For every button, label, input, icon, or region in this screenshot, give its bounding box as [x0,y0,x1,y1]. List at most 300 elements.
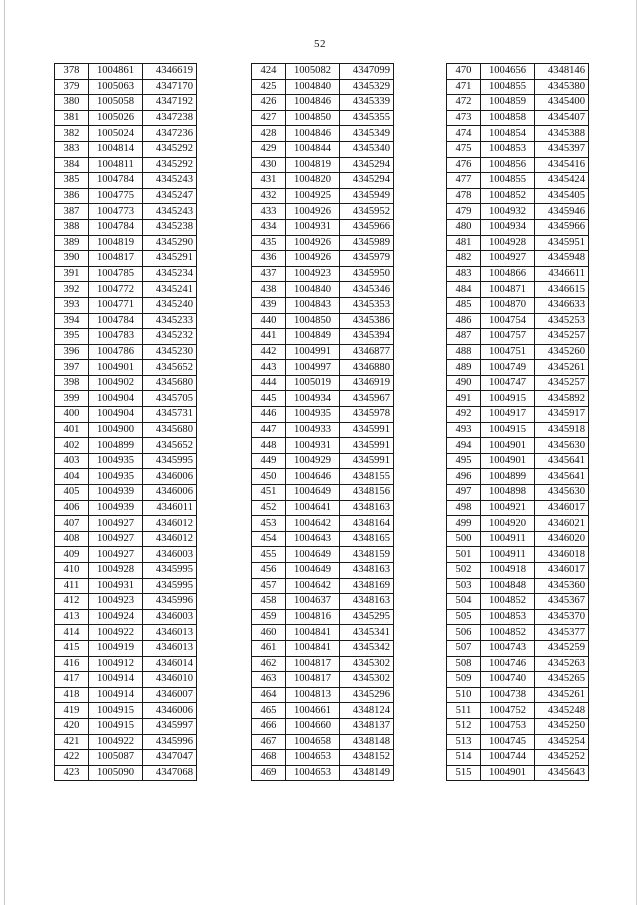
table-row [447,407,589,423]
point-number-cell: 443 [252,360,286,376]
point-number-cell: 413 [55,609,89,625]
point-number-cell: 464 [252,687,286,703]
point-number-cell: 382 [55,126,89,142]
y-coordinate-cell: 4345355 [340,110,394,126]
table-row [447,469,589,485]
y-coordinate-cell: 4345995 [143,563,197,579]
table-row [252,204,394,220]
table-row [252,750,394,766]
point-number-cell: 387 [55,204,89,220]
x-coordinate-cell: 1004846 [286,95,340,111]
x-coordinate-cell: 1004814 [89,141,143,157]
y-coordinate-cell: 4345302 [340,656,394,672]
y-coordinate-cell: 4346017 [535,500,589,516]
y-coordinate-cell: 4345259 [535,640,589,656]
x-coordinate-cell: 1004901 [481,453,535,469]
point-number-cell: 489 [447,360,481,376]
y-coordinate-cell: 4345260 [535,344,589,360]
x-coordinate-cell: 1004997 [286,360,340,376]
point-number-cell: 501 [447,547,481,563]
table-row [55,453,197,469]
y-coordinate-cell: 4345705 [143,391,197,407]
table-row [447,173,589,189]
table-row [252,329,394,345]
x-coordinate-cell: 1004931 [286,438,340,454]
x-coordinate-cell: 1004921 [481,500,535,516]
y-coordinate-cell: 4345296 [340,687,394,703]
table-row [252,313,394,329]
point-number-cell: 450 [252,469,286,485]
table-row [447,594,589,610]
point-number-cell: 492 [447,407,481,423]
table-row [252,157,394,173]
y-coordinate-cell: 4347099 [340,64,394,80]
y-coordinate-cell: 4345238 [143,219,197,235]
page-number: 52 [314,38,326,50]
y-coordinate-cell: 4348149 [340,765,394,781]
point-number-cell: 405 [55,485,89,501]
y-coordinate-cell: 4347236 [143,126,197,142]
y-coordinate-cell: 4345416 [535,157,589,173]
table-row [252,64,394,80]
point-number-cell: 457 [252,578,286,594]
x-coordinate-cell: 1004784 [89,219,143,235]
point-number-cell: 475 [447,141,481,157]
point-number-cell: 396 [55,344,89,360]
table-row [55,547,197,563]
table-row [55,609,197,625]
point-number-cell: 437 [252,266,286,282]
y-coordinate-cell: 4345989 [340,235,394,251]
y-coordinate-cell: 4345405 [535,188,589,204]
table-row [55,282,197,298]
x-coordinate-cell: 1004817 [286,672,340,688]
x-coordinate-cell: 1004856 [481,157,535,173]
point-number-cell: 410 [55,563,89,579]
x-coordinate-cell: 1004751 [481,344,535,360]
point-number-cell: 493 [447,422,481,438]
y-coordinate-cell: 4348155 [340,469,394,485]
y-coordinate-cell: 4348165 [340,531,394,547]
x-coordinate-cell: 1004653 [286,750,340,766]
point-number-cell: 504 [447,594,481,610]
point-number-cell: 390 [55,251,89,267]
scan-edge-right [636,0,637,905]
point-number-cell: 386 [55,188,89,204]
y-coordinate-cell: 4346006 [143,469,197,485]
x-coordinate-cell: 1004852 [481,594,535,610]
x-coordinate-cell: 1004923 [89,594,143,610]
x-coordinate-cell: 1004915 [481,422,535,438]
y-coordinate-cell: 4347170 [143,79,197,95]
point-number-cell: 425 [252,79,286,95]
x-coordinate-cell: 1004784 [89,173,143,189]
y-coordinate-cell: 4346006 [143,703,197,719]
point-number-cell: 471 [447,79,481,95]
x-coordinate-cell: 1004931 [89,578,143,594]
y-coordinate-cell: 4346021 [535,516,589,532]
point-number-cell: 452 [252,500,286,516]
table-row [55,485,197,501]
y-coordinate-cell: 4345652 [143,438,197,454]
x-coordinate-cell: 1004642 [286,578,340,594]
y-coordinate-cell: 4345979 [340,251,394,267]
table-row [55,422,197,438]
y-coordinate-cell: 4346018 [535,547,589,563]
point-number-cell: 421 [55,734,89,750]
y-coordinate-cell: 4345680 [143,375,197,391]
table-row [447,64,589,80]
coordinates-table-1 [54,63,197,781]
point-number-cell: 460 [252,625,286,641]
point-number-cell: 383 [55,141,89,157]
x-coordinate-cell: 1004817 [286,656,340,672]
table-row [55,141,197,157]
x-coordinate-cell: 1004914 [89,687,143,703]
y-coordinate-cell: 4345643 [535,765,589,781]
x-coordinate-cell: 1004740 [481,672,535,688]
x-coordinate-cell: 1004926 [286,251,340,267]
table-row [55,95,197,111]
point-number-cell: 412 [55,594,89,610]
point-number-cell: 442 [252,344,286,360]
y-coordinate-cell: 4345966 [535,219,589,235]
point-number-cell: 445 [252,391,286,407]
x-coordinate-cell: 1004935 [89,453,143,469]
x-coordinate-cell: 1005090 [89,765,143,781]
table-row [252,594,394,610]
y-coordinate-cell: 4345966 [340,219,394,235]
x-coordinate-cell: 1005087 [89,750,143,766]
table-row [447,204,589,220]
y-coordinate-cell: 4345996 [143,594,197,610]
y-coordinate-cell: 4345263 [535,656,589,672]
y-coordinate-cell: 4345680 [143,422,197,438]
table-row [447,718,589,734]
point-number-cell: 378 [55,64,89,80]
point-number-cell: 416 [55,656,89,672]
point-number-cell: 407 [55,516,89,532]
y-coordinate-cell: 4345991 [340,438,394,454]
x-coordinate-cell: 1004927 [481,251,535,267]
x-coordinate-cell: 1004858 [481,110,535,126]
point-number-cell: 513 [447,734,481,750]
x-coordinate-cell: 1004850 [286,313,340,329]
x-coordinate-cell: 1004914 [89,672,143,688]
x-coordinate-cell: 1004853 [481,609,535,625]
y-coordinate-cell: 4345254 [535,734,589,750]
y-coordinate-cell: 4345329 [340,79,394,95]
x-coordinate-cell: 1004901 [481,765,535,781]
x-coordinate-cell: 1004899 [89,438,143,454]
y-coordinate-cell: 4345233 [143,313,197,329]
point-number-cell: 436 [252,251,286,267]
y-coordinate-cell: 4346014 [143,656,197,672]
point-number-cell: 419 [55,703,89,719]
table-row [252,235,394,251]
x-coordinate-cell: 1004850 [286,110,340,126]
table-row [55,313,197,329]
table-row [447,609,589,625]
x-coordinate-cell: 1004917 [481,407,535,423]
y-coordinate-cell: 4345234 [143,266,197,282]
table-row [447,750,589,766]
x-coordinate-cell: 1004919 [89,640,143,656]
y-coordinate-cell: 4346003 [143,547,197,563]
y-coordinate-cell: 4346877 [340,344,394,360]
x-coordinate-cell: 1004746 [481,656,535,672]
x-coordinate-cell: 1004840 [286,282,340,298]
point-number-cell: 423 [55,765,89,781]
y-coordinate-cell: 4345241 [143,282,197,298]
table-row [252,391,394,407]
point-number-cell: 491 [447,391,481,407]
x-coordinate-cell: 1005026 [89,110,143,126]
table-row [447,656,589,672]
point-number-cell: 465 [252,703,286,719]
table-row [55,734,197,750]
x-coordinate-cell: 1004853 [481,141,535,157]
table-row [252,563,394,579]
table-row [55,750,197,766]
y-coordinate-cell: 4345377 [535,625,589,641]
table-row [252,531,394,547]
point-number-cell: 440 [252,313,286,329]
table-row [447,329,589,345]
point-number-cell: 418 [55,687,89,703]
table-row [252,126,394,142]
point-number-cell: 394 [55,313,89,329]
point-number-cell: 397 [55,360,89,376]
y-coordinate-cell: 4346010 [143,672,197,688]
y-coordinate-cell: 4345630 [535,438,589,454]
x-coordinate-cell: 1004927 [89,547,143,563]
table-row [55,188,197,204]
table-row [447,547,589,563]
y-coordinate-cell: 4345948 [535,251,589,267]
y-coordinate-cell: 4345250 [535,718,589,734]
point-number-cell: 481 [447,235,481,251]
point-number-cell: 381 [55,110,89,126]
point-number-cell: 441 [252,329,286,345]
point-number-cell: 428 [252,126,286,142]
y-coordinate-cell: 4347068 [143,765,197,781]
point-number-cell: 406 [55,500,89,516]
table-row [55,251,197,267]
table-row [252,500,394,516]
x-coordinate-cell: 1004844 [286,141,340,157]
table-row [55,656,197,672]
y-coordinate-cell: 4348169 [340,578,394,594]
scan-edge-left [4,0,5,905]
point-number-cell: 420 [55,718,89,734]
x-coordinate-cell: 1004932 [481,204,535,220]
x-coordinate-cell: 1004785 [89,266,143,282]
x-coordinate-cell: 1004819 [286,157,340,173]
x-coordinate-cell: 1004642 [286,516,340,532]
point-number-cell: 385 [55,173,89,189]
x-coordinate-cell: 1004753 [481,718,535,734]
y-coordinate-cell: 4345407 [535,110,589,126]
point-number-cell: 393 [55,297,89,313]
point-number-cell: 488 [447,344,481,360]
point-number-cell: 408 [55,531,89,547]
point-number-cell: 487 [447,329,481,345]
x-coordinate-cell: 1004848 [481,578,535,594]
point-number-cell: 427 [252,110,286,126]
y-coordinate-cell: 4345257 [535,375,589,391]
x-coordinate-cell: 1004898 [481,485,535,501]
table-row [447,516,589,532]
x-coordinate-cell: 1004738 [481,687,535,703]
table-row [55,375,197,391]
point-number-cell: 503 [447,578,481,594]
table-row [252,219,394,235]
x-coordinate-cell: 1004749 [481,360,535,376]
x-coordinate-cell: 1004939 [89,485,143,501]
point-number-cell: 453 [252,516,286,532]
table-row [55,578,197,594]
x-coordinate-cell: 1004641 [286,500,340,516]
point-number-cell: 498 [447,500,481,516]
y-coordinate-cell: 4345247 [143,188,197,204]
table-row [55,500,197,516]
table-row [55,173,197,189]
table-row [252,703,394,719]
point-number-cell: 448 [252,438,286,454]
point-number-cell: 455 [252,547,286,563]
table-row [252,640,394,656]
table-row [252,672,394,688]
x-coordinate-cell: 1004901 [89,360,143,376]
y-coordinate-cell: 4345397 [535,141,589,157]
point-number-cell: 482 [447,251,481,267]
table-row [252,687,394,703]
point-number-cell: 494 [447,438,481,454]
x-coordinate-cell: 1004745 [481,734,535,750]
x-coordinate-cell: 1004773 [89,204,143,220]
y-coordinate-cell: 4348148 [340,734,394,750]
x-coordinate-cell: 1004870 [481,297,535,313]
table-row [447,126,589,142]
y-coordinate-cell: 4348124 [340,703,394,719]
point-number-cell: 414 [55,625,89,641]
y-coordinate-cell: 4345946 [535,204,589,220]
table-row [55,157,197,173]
x-coordinate-cell: 1004939 [89,500,143,516]
y-coordinate-cell: 4345400 [535,95,589,111]
x-coordinate-cell: 1004915 [89,718,143,734]
point-number-cell: 430 [252,157,286,173]
table-row [447,375,589,391]
y-coordinate-cell: 4345291 [143,251,197,267]
point-number-cell: 433 [252,204,286,220]
point-number-cell: 417 [55,672,89,688]
point-number-cell: 470 [447,64,481,80]
y-coordinate-cell: 4346017 [535,563,589,579]
x-coordinate-cell: 1004935 [89,469,143,485]
y-coordinate-cell: 4346011 [143,500,197,516]
y-coordinate-cell: 4348163 [340,563,394,579]
point-number-cell: 384 [55,157,89,173]
y-coordinate-cell: 4346619 [143,64,197,80]
x-coordinate-cell: 1004817 [89,251,143,267]
x-coordinate-cell: 1004922 [89,734,143,750]
y-coordinate-cell: 4345248 [535,703,589,719]
point-number-cell: 510 [447,687,481,703]
point-number-cell: 447 [252,422,286,438]
table-row [447,344,589,360]
y-coordinate-cell: 4345950 [340,266,394,282]
x-coordinate-cell: 1004841 [286,625,340,641]
table-row [252,360,394,376]
point-number-cell: 467 [252,734,286,750]
point-number-cell: 486 [447,313,481,329]
y-coordinate-cell: 4345339 [340,95,394,111]
x-coordinate-cell: 1004920 [481,516,535,532]
table-row [252,656,394,672]
x-coordinate-cell: 1004991 [286,344,340,360]
table-row [447,578,589,594]
y-coordinate-cell: 4345641 [535,469,589,485]
point-number-cell: 462 [252,656,286,672]
table-row [447,157,589,173]
y-coordinate-cell: 4345370 [535,609,589,625]
point-number-cell: 506 [447,625,481,641]
y-coordinate-cell: 4347192 [143,95,197,111]
y-coordinate-cell: 4345995 [143,578,197,594]
x-coordinate-cell: 1004656 [481,64,535,80]
point-number-cell: 446 [252,407,286,423]
y-coordinate-cell: 4345892 [535,391,589,407]
table-row [447,360,589,376]
x-coordinate-cell: 1004775 [89,188,143,204]
table-row [55,640,197,656]
y-coordinate-cell: 4345243 [143,173,197,189]
table-row [252,516,394,532]
x-coordinate-cell: 1004855 [481,79,535,95]
point-number-cell: 454 [252,531,286,547]
table-row [252,141,394,157]
table-row [55,204,197,220]
point-number-cell: 485 [447,297,481,313]
y-coordinate-cell: 4345386 [340,313,394,329]
point-number-cell: 502 [447,563,481,579]
x-coordinate-cell: 1004927 [89,516,143,532]
y-coordinate-cell: 4345294 [340,173,394,189]
point-number-cell: 458 [252,594,286,610]
table-row [447,251,589,267]
point-number-cell: 438 [252,282,286,298]
y-coordinate-cell: 4345353 [340,297,394,313]
point-number-cell: 497 [447,485,481,501]
table-row [55,126,197,142]
table-row [447,110,589,126]
point-number-cell: 495 [447,453,481,469]
table-row [447,266,589,282]
point-number-cell: 399 [55,391,89,407]
table-row [55,329,197,345]
x-coordinate-cell: 1004899 [481,469,535,485]
y-coordinate-cell: 4347238 [143,110,197,126]
x-coordinate-cell: 1004747 [481,375,535,391]
x-coordinate-cell: 1004813 [286,687,340,703]
table-row [447,235,589,251]
table-row [252,734,394,750]
x-coordinate-cell: 1004918 [481,563,535,579]
x-coordinate-cell: 1004649 [286,547,340,563]
table-row [55,531,197,547]
